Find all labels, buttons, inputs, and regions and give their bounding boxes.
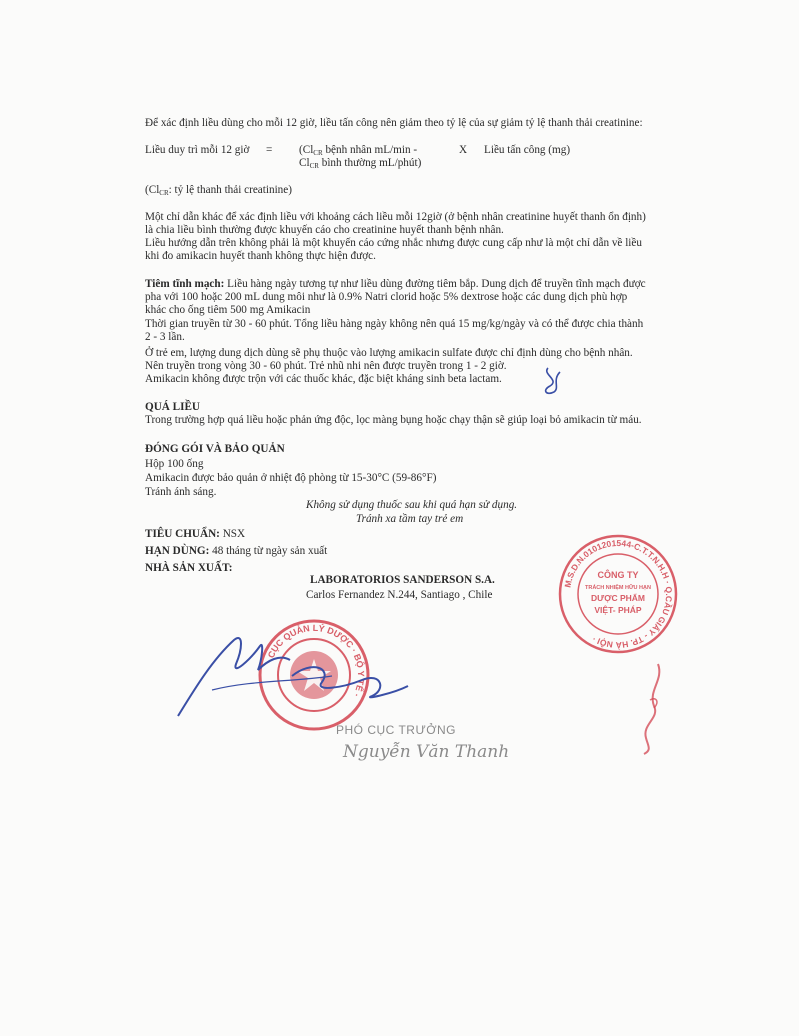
handwritten-mark [538, 364, 568, 398]
manufacturer-name: LABORATORIOS SANDERSON S.A. [310, 574, 495, 586]
formula-label: Liều duy trì mỗi 12 giờ [145, 144, 250, 156]
svg-text:DƯỢC PHẨM: DƯỢC PHẨM [591, 593, 645, 603]
company-signature [630, 660, 670, 756]
iv-line: pha với 100 hoặc 200 mL dung môi như là 0.9% Natri clorid hoặc 5% dextrose hoặc các dung dịch phù hợp [145, 291, 628, 303]
svg-text:CỤC QUẢN LÝ DƯỢC · BỘ Y TẾ ·: CỤC QUẢN LÝ DƯỢC · BỘ Y TẾ · [265, 622, 367, 699]
iv-line: Ở trẻ em, lượng dung dịch dùng sẽ phụ thuộc vào lượng amikacin sulfate được chỉ định dùng cho bệnh nhân. [145, 347, 633, 359]
svg-text:TRÁCH NHIỆM HỮU HẠN: TRÁCH NHIỆM HỮU HẠN [585, 585, 651, 591]
packaging-line: Amikacin được bảo quản ở nhiệt độ phòng từ 15-30°C (59-86°F) [145, 472, 437, 484]
formula-equals: = [266, 144, 273, 156]
para1-line: là chia liều bình thường được khuyến cáo cho creatinine huyết thanh bệnh nhân. [145, 224, 504, 236]
signatory-name: Nguyễn Văn Thanh [343, 742, 510, 762]
packaging-line: Tránh ánh sáng. [145, 486, 217, 498]
iv-line: Tiêm tĩnh mạch: Liều hàng ngày tương tự như liều dùng đường tiêm bắp. Dung dịch để truyền tĩnh mạch được [145, 278, 646, 290]
svg-text:CÔNG TY: CÔNG TY [597, 570, 639, 580]
overdose-heading: QUÁ LIỀU [145, 401, 201, 413]
clcr-note: ($Cl_{CR}$: tỷ lệ thanh thải creatinine) [145, 184, 292, 197]
iv-line: Amikacin không được trộn với các thuốc khác, đặc biệt kháng sinh beta lactam. [145, 373, 502, 385]
official-signature [172, 620, 412, 720]
packaging-heading: ĐÓNG GÓI VÀ BẢO QUẢN [145, 443, 285, 455]
svg-text:VIỆT- PHÁP: VIỆT- PHÁP [594, 605, 642, 615]
manufacturer-address: Carlos Fernandez N.244, Santiago , Chile [306, 589, 493, 601]
para1-line: khi đo amikacin huyết thanh không thực hiện được. [145, 250, 376, 262]
para1-line: Liều hướng dẫn trên không phải là một khuyến cáo cứng nhắc nhưng được cung cấp như là một chỉ dẫn về liều [145, 237, 642, 249]
signatory-title: PHÓ CỤC TRƯỞNG [336, 723, 456, 737]
iv-line: 2 - 3 lần. [145, 331, 185, 343]
iv-line: khác cho ống tiêm 500 mg Amikacin [145, 304, 311, 316]
iv-line: Thời gian truyền từ 30 - 60 phút. Tổng liều hàng ngày không nên quá 15 mg/kg/ngày và có thể được chia thành [145, 318, 644, 330]
expiry-line: HẠN DÙNG: 48 tháng từ ngày sản xuất [145, 545, 328, 557]
overdose-text: Trong trường hợp quá liều hoặc phản ứng độc, lọc màng bụng hoặc chạy thận sẽ giúp loại bỏ amikacin từ máu. [145, 414, 642, 426]
company-stamp [556, 532, 680, 656]
formula-denominator: $Cl_{CR}$ bình thường mL/phút) [299, 157, 422, 170]
formula-rhs: Liều tấn công (mg) [484, 144, 571, 156]
standard-line: TIÊU CHUẨN: NSX [145, 528, 246, 540]
packaging-line: Hộp 100 ống [145, 458, 204, 470]
para1-line: Một chỉ dẫn khác để xác định liều với khoảng cách liều mỗi 12giờ (ở bệnh nhân creatinine huyết thanh ổn định) [145, 211, 646, 223]
iv-line: Nên truyền trong vòng 30 - 60 phút. Trẻ nhũ nhi nên được truyền trong 1 - 2 giờ. [145, 360, 507, 372]
warning-expiry: Không sử dụng thuốc sau khi quá hạn sử dụng. [306, 499, 518, 511]
iv-heading: Tiêm tĩnh mạch: [145, 278, 225, 290]
manufacturer-label: NHÀ SẢN XUẤT: [145, 562, 233, 574]
formula-numerator: ($Cl_{CR}$ bệnh nhân mL/min - [299, 144, 418, 157]
warning-children: Tránh xa tầm tay trẻ em [356, 513, 464, 525]
svg-text:M.S.D.N.0101201544-C.T.T.N.H.H: M.S.D.N.0101201544-C.T.T.N.H.H · Q.CẦU GIẤY - TP. HÀ NỘI · [562, 537, 675, 651]
formula-times: X [459, 144, 468, 156]
intro-text: Để xác định liều dùng cho mỗi 12 giờ, liều tấn công nên giảm theo tỷ lệ của sự giảm tỷ lệ thanh thải creatinine: [145, 117, 643, 129]
